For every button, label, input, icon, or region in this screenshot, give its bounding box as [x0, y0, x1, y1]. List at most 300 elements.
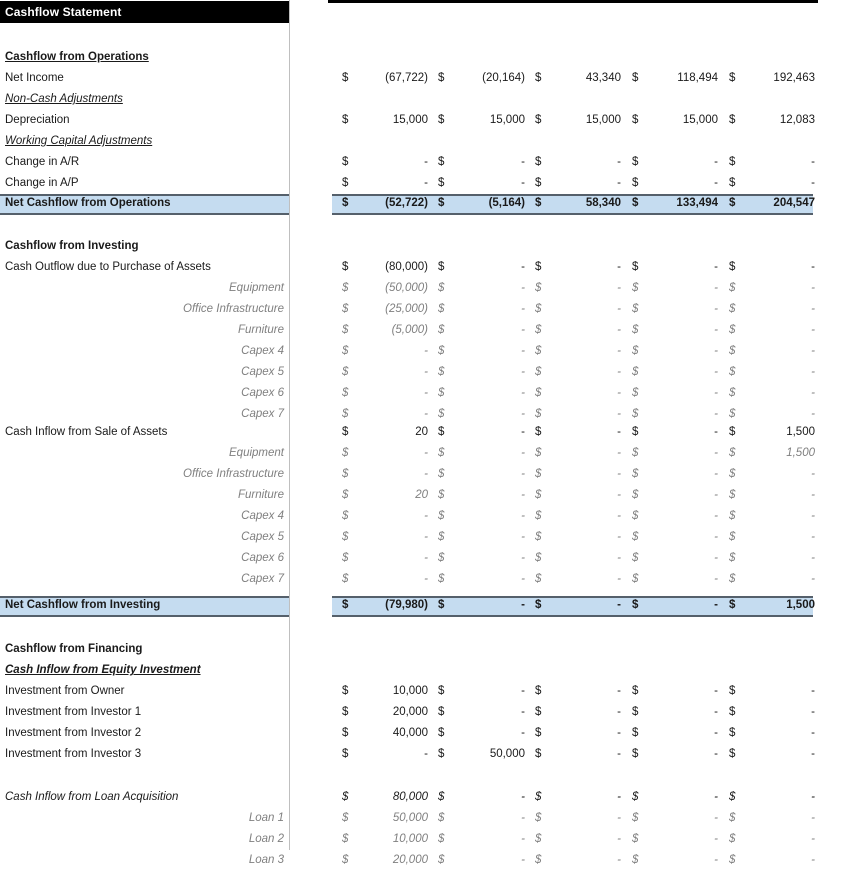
row-change-ap-label: Change in A/P [5, 177, 79, 189]
value-cell: - [424, 510, 428, 522]
value-cell: - [617, 261, 621, 273]
currency-symbol: $ [438, 812, 445, 824]
currency-symbol: $ [535, 468, 542, 480]
value-cell: - [811, 366, 815, 378]
value-cell: - [811, 489, 815, 501]
row-purchase-item-label: Capex 7 [241, 408, 284, 420]
value-cell: - [521, 510, 525, 522]
value-cell: - [617, 345, 621, 357]
currency-symbol: $ [342, 177, 349, 189]
row-purchase-item-label: Office Infrastructure [183, 303, 284, 315]
currency-symbol: $ [342, 573, 349, 585]
value-cell: - [617, 599, 621, 611]
row-cash-outflow-purchase-label: Cash Outflow due to Purchase of Assets [5, 261, 211, 273]
row-sale-item-label: Office Infrastructure [183, 468, 284, 480]
row-purchase-item [0, 278, 850, 299]
value-cell: - [714, 426, 718, 438]
value-cell: - [617, 408, 621, 420]
value-cell: - [714, 447, 718, 459]
currency-symbol: $ [632, 812, 639, 824]
row-loan-item [0, 808, 850, 829]
currency-symbol: $ [729, 156, 736, 168]
page-title: Cashflow Statement [5, 5, 122, 19]
value-cell: - [424, 468, 428, 480]
value-cell: 58,340 [585, 197, 621, 209]
row-equity-investment [0, 744, 850, 765]
currency-symbol: $ [438, 156, 445, 168]
value-cell: - [424, 552, 428, 564]
currency-symbol: $ [342, 447, 349, 459]
currency-symbol: $ [438, 114, 445, 126]
value-cell: - [424, 447, 428, 459]
value-cell: - [811, 468, 815, 480]
currency-symbol: $ [632, 282, 639, 294]
value-cell: - [521, 303, 525, 315]
row-sale-item-label: Furniture [237, 489, 284, 501]
value-cell: 118,494 [677, 72, 718, 84]
value-cell: - [521, 468, 525, 480]
row-sale-item [0, 569, 850, 590]
currency-symbol: $ [342, 345, 349, 357]
currency-symbol: $ [438, 387, 445, 399]
currency-symbol: $ [535, 177, 542, 189]
currency-symbol: $ [438, 599, 445, 611]
value-cell: (5,164) [488, 197, 525, 209]
value-cell: - [714, 282, 718, 294]
currency-symbol: $ [632, 685, 639, 697]
currency-symbol: $ [632, 447, 639, 459]
currency-symbol: $ [632, 261, 639, 273]
value-cell: - [617, 447, 621, 459]
currency-symbol: $ [729, 685, 736, 697]
currency-symbol: $ [342, 72, 349, 84]
value-cell: - [617, 748, 621, 760]
currency-symbol: $ [535, 727, 542, 739]
row-purchase-item [0, 341, 850, 362]
currency-symbol: $ [729, 510, 736, 522]
currency-symbol: $ [535, 489, 542, 501]
row-sale-item-label: Equipment [229, 447, 284, 459]
row-change-ap [0, 173, 850, 194]
row-net-cashflow-investing-label: Net Cashflow from Investing [5, 599, 161, 611]
row-equity-investment-label: Investment from Investor 2 [5, 727, 142, 739]
value-cell: - [714, 552, 718, 564]
currency-symbol: $ [632, 791, 639, 803]
currency-symbol: $ [632, 387, 639, 399]
currency-symbol: $ [535, 282, 542, 294]
currency-symbol: $ [342, 727, 349, 739]
currency-symbol: $ [438, 748, 445, 760]
value-cell: - [714, 727, 718, 739]
currency-symbol: $ [632, 489, 639, 501]
value-cell: - [714, 489, 718, 501]
currency-symbol: $ [438, 531, 445, 543]
value-cell: - [811, 552, 815, 564]
value-cell: - [617, 812, 621, 824]
row-sale-item [0, 443, 850, 464]
heading-loan-acquisition-label: Cash Inflow from Loan Acquisition [5, 791, 179, 803]
currency-symbol: $ [729, 489, 736, 501]
currency-symbol: $ [438, 791, 445, 803]
currency-symbol: $ [632, 426, 639, 438]
currency-symbol: $ [342, 156, 349, 168]
row-change-ar-label: Change in A/R [5, 156, 80, 168]
value-cell: 20,000 [392, 854, 428, 866]
currency-symbol: $ [342, 282, 349, 294]
row-equity-investment-label: Investment from Owner [5, 685, 125, 697]
currency-symbol: $ [632, 833, 639, 845]
value-cell: - [811, 791, 815, 803]
heading-working-capital-adjustments-label: Working Capital Adjustments [5, 135, 153, 147]
currency-symbol: $ [342, 812, 349, 824]
value-cell: - [617, 510, 621, 522]
value-cell: - [714, 366, 718, 378]
currency-symbol: $ [438, 854, 445, 866]
currency-symbol: $ [438, 366, 445, 378]
currency-symbol: $ [729, 177, 736, 189]
value-cell: - [617, 706, 621, 718]
currency-symbol: $ [632, 510, 639, 522]
value-cell: - [617, 177, 621, 189]
heading-cashflow-investing-label: Cashflow from Investing [5, 240, 139, 252]
heading-cashflow-investing [0, 236, 850, 257]
currency-symbol: $ [729, 324, 736, 336]
value-cell: (52,722) [385, 197, 428, 209]
currency-symbol: $ [535, 854, 542, 866]
value-cell: - [811, 573, 815, 585]
value-cell: - [424, 156, 428, 168]
value-cell: 15,000 [682, 114, 718, 126]
value-cell: - [811, 303, 815, 315]
value-cell: 20,000 [392, 706, 428, 718]
currency-symbol: $ [632, 345, 639, 357]
row-equity-investment [0, 723, 850, 744]
value-cell: - [424, 748, 428, 760]
value-cell: 15,000 [392, 114, 428, 126]
currency-symbol: $ [729, 303, 736, 315]
value-cell: - [811, 706, 815, 718]
currency-symbol: $ [632, 706, 639, 718]
row-purchase-item-label: Capex 6 [241, 387, 284, 399]
currency-symbol: $ [438, 685, 445, 697]
currency-symbol: $ [632, 156, 639, 168]
row-depreciation-label: Depreciation [5, 114, 70, 126]
currency-symbol: $ [729, 833, 736, 845]
currency-symbol: $ [729, 706, 736, 718]
currency-symbol: $ [535, 408, 542, 420]
value-cell: 12,083 [779, 114, 815, 126]
currency-symbol: $ [342, 324, 349, 336]
value-cell: - [617, 156, 621, 168]
value-cell: - [714, 854, 718, 866]
currency-symbol: $ [535, 685, 542, 697]
value-cell: - [424, 531, 428, 543]
value-cell: - [811, 282, 815, 294]
value-cell: - [521, 599, 525, 611]
row-purchase-item [0, 383, 850, 404]
value-cell: - [521, 177, 525, 189]
currency-symbol: $ [342, 261, 349, 273]
value-cell: (20,164) [482, 72, 525, 84]
currency-symbol: $ [535, 833, 542, 845]
currency-symbol: $ [342, 854, 349, 866]
currency-symbol: $ [729, 282, 736, 294]
value-cell: - [714, 748, 718, 760]
currency-symbol: $ [729, 197, 736, 209]
currency-symbol: $ [535, 261, 542, 273]
row-change-ar [0, 152, 850, 173]
value-cell: - [521, 282, 525, 294]
value-cell: - [714, 345, 718, 357]
row-equity-investment [0, 702, 850, 723]
row-net-cashflow-operations [0, 194, 850, 215]
currency-symbol: $ [438, 727, 445, 739]
row-cash-inflow-sale-label: Cash Inflow from Sale of Assets [5, 426, 168, 438]
value-cell: 80,000 [392, 791, 428, 803]
currency-symbol: $ [535, 324, 542, 336]
row-loan-item-label: Loan 3 [248, 854, 284, 866]
value-cell: 10,000 [392, 685, 428, 697]
currency-symbol: $ [729, 748, 736, 760]
value-cell: - [811, 156, 815, 168]
value-cell: (79,980) [385, 599, 428, 611]
row-sale-item [0, 506, 850, 527]
currency-symbol: $ [342, 303, 349, 315]
value-cell: - [521, 727, 525, 739]
currency-symbol: $ [438, 573, 445, 585]
value-cell: - [811, 812, 815, 824]
currency-symbol: $ [729, 812, 736, 824]
value-cell: - [617, 854, 621, 866]
value-cell: - [617, 531, 621, 543]
row-loan-item [0, 829, 850, 850]
currency-symbol: $ [535, 791, 542, 803]
value-cell: - [714, 408, 718, 420]
value-cell: - [714, 387, 718, 399]
heading-working-capital-adjustments [0, 131, 850, 152]
value-cell: 10,000 [392, 833, 428, 845]
currency-symbol: $ [438, 489, 445, 501]
row-equity-investment-label: Investment from Investor 3 [5, 748, 142, 760]
value-cell: - [811, 510, 815, 522]
value-cell: - [521, 324, 525, 336]
value-cell: (80,000) [385, 261, 428, 273]
currency-symbol: $ [729, 573, 736, 585]
currency-symbol: $ [729, 426, 736, 438]
value-cell: - [714, 812, 718, 824]
row-depreciation [0, 110, 850, 131]
heading-loan-acquisition [0, 787, 850, 808]
row-sale-item-label: Capex 4 [241, 510, 284, 522]
value-cell: 15,000 [585, 114, 621, 126]
currency-symbol: $ [729, 72, 736, 84]
row-loan-item [0, 850, 850, 871]
currency-symbol: $ [438, 552, 445, 564]
value-cell: - [714, 833, 718, 845]
currency-symbol: $ [438, 510, 445, 522]
currency-symbol: $ [535, 345, 542, 357]
currency-symbol: $ [632, 303, 639, 315]
value-cell: - [617, 552, 621, 564]
currency-symbol: $ [535, 426, 542, 438]
currency-symbol: $ [342, 531, 349, 543]
value-cell: - [811, 854, 815, 866]
currency-symbol: $ [632, 324, 639, 336]
currency-symbol: $ [729, 791, 736, 803]
value-cell: - [617, 573, 621, 585]
value-cell: - [521, 812, 525, 824]
value-cell: - [521, 573, 525, 585]
value-cell: - [617, 791, 621, 803]
value-cell: 43,340 [585, 72, 621, 84]
heading-cashflow-financing-label: Cashflow from Financing [5, 643, 143, 655]
value-cell: - [714, 791, 718, 803]
row-purchase-item [0, 320, 850, 341]
value-cell: - [811, 261, 815, 273]
currency-symbol: $ [438, 833, 445, 845]
currency-symbol: $ [729, 447, 736, 459]
row-sale-item [0, 548, 850, 569]
currency-symbol: $ [535, 706, 542, 718]
currency-symbol: $ [438, 72, 445, 84]
currency-symbol: $ [342, 426, 349, 438]
currency-symbol: $ [535, 552, 542, 564]
currency-symbol: $ [342, 408, 349, 420]
currency-symbol: $ [632, 599, 639, 611]
row-purchase-item [0, 362, 850, 383]
currency-symbol: $ [632, 531, 639, 543]
value-cell: - [714, 685, 718, 697]
currency-symbol: $ [729, 531, 736, 543]
value-cell: - [714, 531, 718, 543]
value-cell: - [521, 366, 525, 378]
currency-symbol: $ [438, 408, 445, 420]
value-cell: 50,000 [489, 748, 525, 760]
value-cell: - [617, 468, 621, 480]
currency-symbol: $ [438, 706, 445, 718]
value-cell: - [811, 324, 815, 336]
value-cell: (5,000) [391, 324, 428, 336]
value-cell: - [424, 387, 428, 399]
row-cash-inflow-sale [0, 422, 850, 443]
row-sale-item-label: Capex 5 [241, 531, 284, 543]
currency-symbol: $ [438, 468, 445, 480]
heading-non-cash-adjustments [0, 89, 850, 110]
value-cell: - [521, 345, 525, 357]
heading-cashflow-financing [0, 639, 850, 660]
currency-symbol: $ [535, 812, 542, 824]
row-purchase-item-label: Equipment [229, 282, 284, 294]
currency-symbol: $ [729, 468, 736, 480]
value-cell: - [617, 387, 621, 399]
value-cell: - [811, 727, 815, 739]
currency-symbol: $ [535, 531, 542, 543]
currency-symbol: $ [342, 468, 349, 480]
row-cash-outflow-purchase [0, 257, 850, 278]
value-cell: - [424, 573, 428, 585]
value-cell: - [811, 387, 815, 399]
currency-symbol: $ [535, 366, 542, 378]
value-cell: - [811, 345, 815, 357]
value-cell: 15,000 [489, 114, 525, 126]
value-cell: - [521, 552, 525, 564]
value-cell: - [714, 177, 718, 189]
row-equity-investment [0, 681, 850, 702]
currency-symbol: $ [632, 468, 639, 480]
row-purchase-item-label: Furniture [237, 324, 284, 336]
currency-symbol: $ [535, 599, 542, 611]
row-sale-item [0, 464, 850, 485]
currency-symbol: $ [632, 748, 639, 760]
value-cell: - [811, 833, 815, 845]
currency-symbol: $ [729, 261, 736, 273]
value-cell: - [811, 531, 815, 543]
row-net-cashflow-investing [0, 596, 850, 617]
currency-symbol: $ [632, 552, 639, 564]
currency-symbol: $ [535, 197, 542, 209]
row-sale-item [0, 527, 850, 548]
value-cell: - [521, 706, 525, 718]
currency-symbol: $ [632, 114, 639, 126]
row-net-cashflow-operations-label: Net Cashflow from Operations [5, 197, 171, 209]
currency-symbol: $ [535, 573, 542, 585]
value-cell: - [424, 177, 428, 189]
row-sale-item-label: Capex 7 [241, 573, 284, 585]
value-cell: - [617, 489, 621, 501]
row-sale-item-label: Capex 6 [241, 552, 284, 564]
value-cell: - [714, 156, 718, 168]
currency-symbol: $ [729, 727, 736, 739]
value-cell: 133,494 [676, 197, 718, 209]
value-cell: - [714, 599, 718, 611]
value-cell: - [617, 366, 621, 378]
currency-symbol: $ [632, 854, 639, 866]
currency-symbol: $ [729, 345, 736, 357]
value-cell: - [714, 706, 718, 718]
value-cell: 1,500 [786, 447, 815, 459]
currency-symbol: $ [342, 197, 349, 209]
currency-symbol: $ [342, 833, 349, 845]
currency-symbol: $ [632, 197, 639, 209]
currency-symbol: $ [342, 706, 349, 718]
value-cell: - [521, 156, 525, 168]
row-net-income-label: Net Income [5, 72, 64, 84]
currency-symbol: $ [438, 426, 445, 438]
value-cell: - [424, 408, 428, 420]
currency-symbol: $ [632, 727, 639, 739]
heading-cashflow-operations [0, 47, 850, 68]
currency-symbol: $ [729, 408, 736, 420]
currency-symbol: $ [342, 599, 349, 611]
currency-symbol: $ [535, 748, 542, 760]
currency-symbol: $ [438, 447, 445, 459]
value-cell: 1,500 [786, 599, 815, 611]
currency-symbol: $ [535, 447, 542, 459]
value-cell: - [714, 303, 718, 315]
value-cell: 40,000 [392, 727, 428, 739]
currency-symbol: $ [535, 303, 542, 315]
value-cell: - [424, 345, 428, 357]
value-cell: 20 [415, 489, 428, 501]
currency-symbol: $ [632, 408, 639, 420]
sheet-title-bar [0, 1, 289, 23]
value-cell: - [617, 426, 621, 438]
value-cell: - [521, 261, 525, 273]
value-cell: - [521, 791, 525, 803]
value-cell: - [811, 748, 815, 760]
heading-non-cash-adjustments-label: Non-Cash Adjustments [5, 93, 123, 105]
currency-symbol: $ [342, 366, 349, 378]
